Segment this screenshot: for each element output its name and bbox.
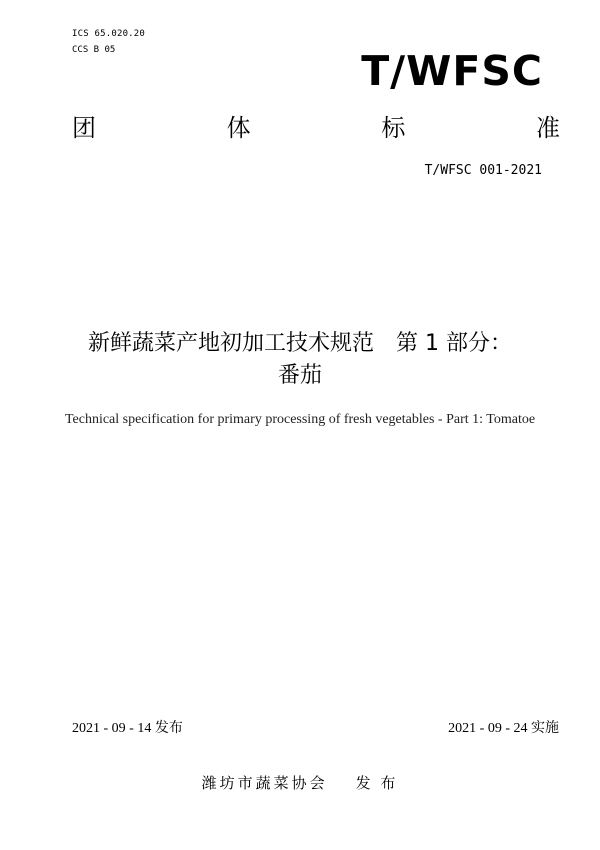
ics-code: ICS 65.020.20 [72,29,146,39]
standard-logo: T/WFSC [361,47,543,95]
issuer-name: 潍坊市蔬菜协会 [201,776,328,792]
document-title-zh [0,328,600,392]
standard-type-char: 准 [535,114,560,142]
implement-date: 2021 - 09 - 24 实施 [448,721,559,736]
standard-type-char: 团 [72,114,96,142]
standard-number: T/WFSC 001-2021 [424,163,542,178]
publish-date: 2021 - 09 - 14 发布 [72,721,183,736]
document-title-en: Technical specification for primary processing of fresh vegetables - Part 1: Tomatoe [64,412,536,427]
standard-type-char: 标 [381,114,406,142]
title-zh-line-1: 新鲜蔬菜产地初加工技术规范 第 1 部分： [88,331,512,356]
title-zh-line-2: 番茄 [277,363,322,388]
standard-type-char: 体 [226,114,251,142]
standard-type-heading [72,116,560,140]
issuer-line [0,772,600,793]
ccs-code: CCS B 05 [72,45,116,55]
issuer-action: 发 布 [355,776,399,792]
